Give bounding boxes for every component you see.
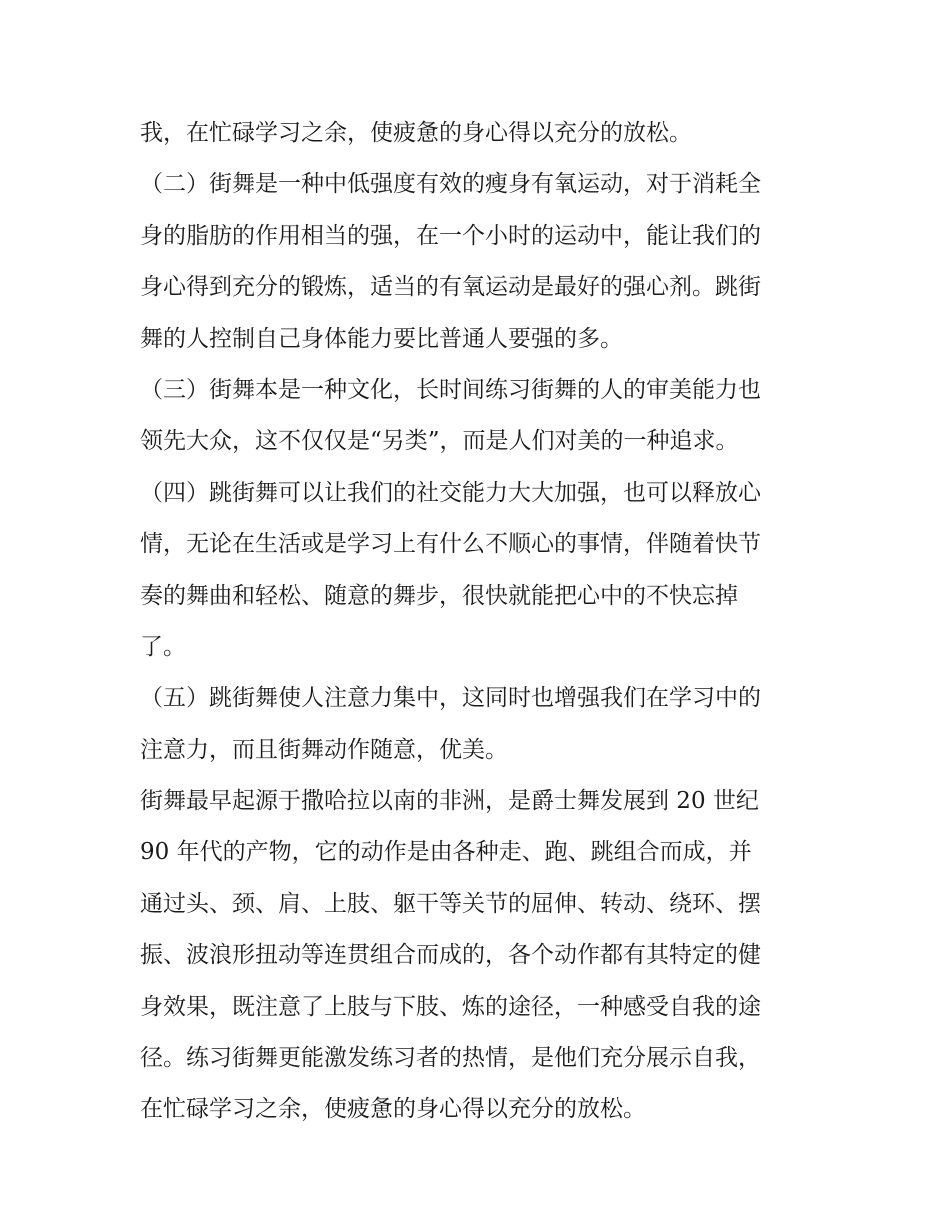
text-line: 通过头、颈、肩、上肢、躯干等关节的屈伸、转动、绕环、摆 bbox=[140, 890, 761, 917]
text-line: 身心得到充分的锻炼，适当的有氧运动是最好的强心剂。跳街 bbox=[140, 274, 761, 301]
text-line: 奏的舞曲和轻松、随意的舞步，很快就能把心中的不快忘掉 bbox=[140, 582, 738, 609]
text-line: （五）跳街舞使人注意力集中，这同时也增强我们在学习中的 bbox=[140, 685, 761, 712]
text-line: 我，在忙碌学习之余，使疲惫的身心得以充分的放松。 bbox=[140, 120, 692, 146]
text-line: 情，无论在生活或是学习上有什么不顺心的事情，伴随着快节 bbox=[140, 531, 761, 558]
text-line: （四）跳街舞可以让我们的社交能力大大加强，也可以释放心 bbox=[140, 479, 761, 506]
text-line: 领先大众，这不仅仅是“另类”，而是人们对美的一种追求。 bbox=[140, 428, 739, 455]
text-line: 舞的人控制自己身体能力要比普通人要强的多。 bbox=[140, 325, 623, 352]
text-line: 90 年代的产物，它的动作是由各种走、跑、跳组合而成，并 bbox=[140, 839, 752, 866]
text-line: 振、波浪形扭动等连贯组合而成的，各个动作都有其特定的健 bbox=[140, 942, 761, 969]
text-line: （三）街舞本是一种文化，长时间练习街舞的人的审美能力也 bbox=[140, 376, 761, 403]
text-line: 身效果，既注意了上肢与下肢、炼的途径，一种感受自我的途 bbox=[140, 993, 761, 1020]
text-line: 身的脂肪的作用相当的强，在一个小时的运动中，能让我们的 bbox=[140, 222, 761, 249]
text-line: 在忙碌学习之余，使疲惫的身心得以充分的放松。 bbox=[140, 1096, 646, 1123]
text-line: 街舞最早起源于撒哈拉以南的非洲，是爵士舞发展到 20 世纪 bbox=[140, 788, 759, 815]
body-text bbox=[140, 108, 820, 1136]
text-line: 注意力，而且街舞动作随意，优美。 bbox=[140, 736, 508, 763]
text-line: （二）街舞是一种中低强度有效的瘦身有氧运动，对于消耗全 bbox=[140, 171, 761, 198]
text-line: 径。练习街舞更能激发练习者的热情，是他们充分展示自我， bbox=[140, 1045, 761, 1072]
text-line: 了。 bbox=[140, 633, 186, 660]
